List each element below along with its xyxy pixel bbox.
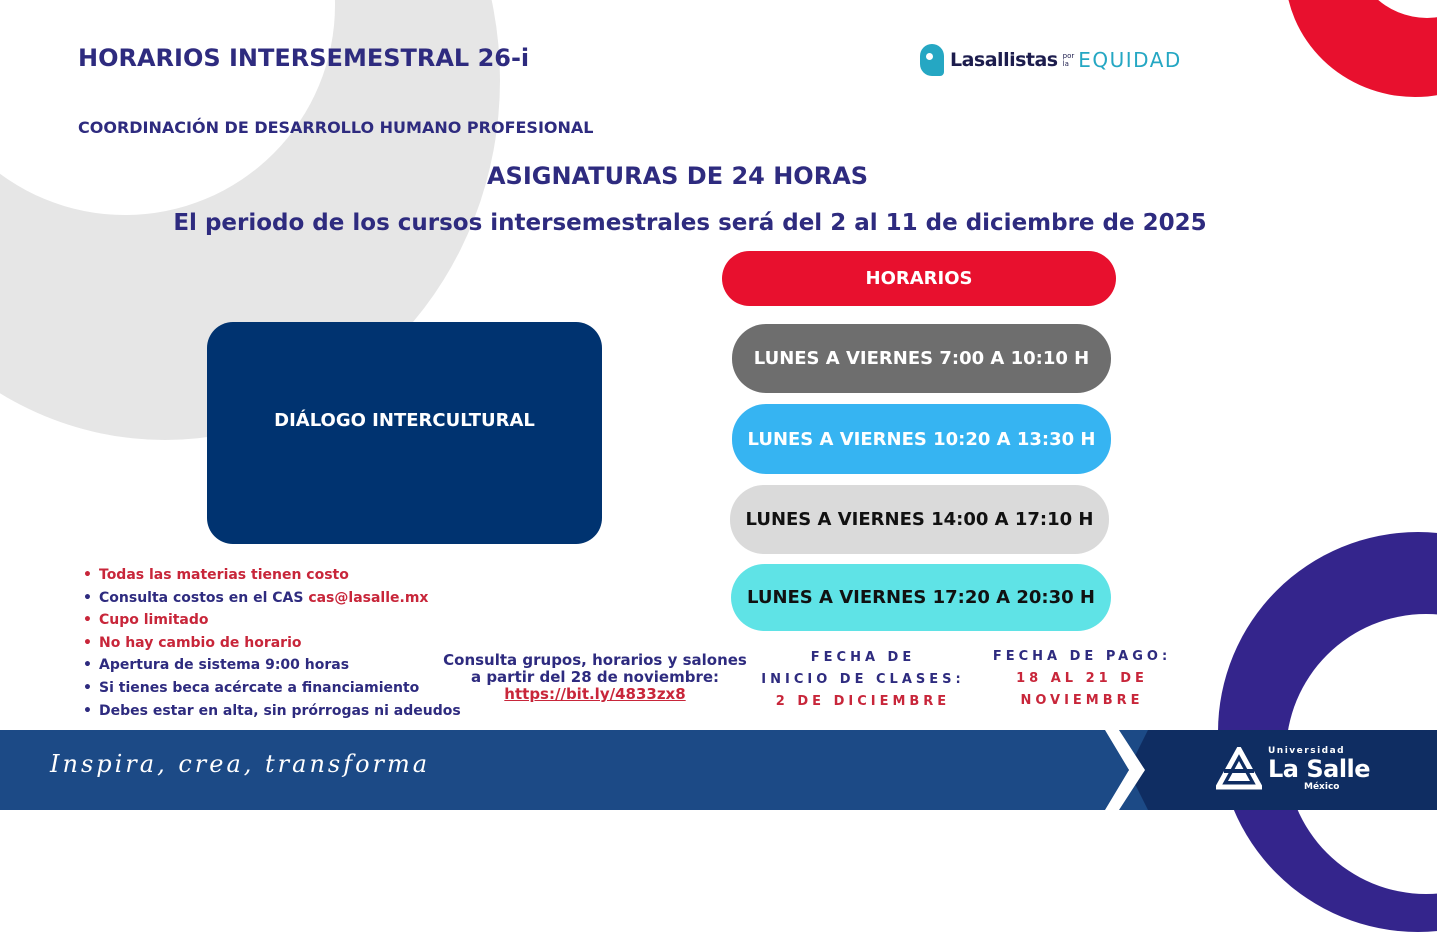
ulsa-top-text: Universidad <box>1268 746 1346 756</box>
logo-main-text: Lasallistas <box>950 49 1058 71</box>
consult-line-2: a partir del 28 de noviembre: <box>470 668 720 686</box>
la-salle-logo <box>1216 743 1370 795</box>
pay-date-label: FECHA DE PAGO: <box>992 649 1172 664</box>
consult-info <box>430 652 760 703</box>
list-item: • Todas las materias tienen costo <box>99 564 461 587</box>
logo-head-icon <box>920 44 944 76</box>
start-date-value: 2 DE DICIEMBRE <box>775 694 951 709</box>
la-salle-star-icon <box>1216 747 1262 791</box>
logo-small-text <box>1063 52 1075 68</box>
logo-small-top: por <box>1062 52 1075 60</box>
section-heading: ASIGNATURAS DE 24 HORAS <box>486 162 869 190</box>
list-item: • Debes estar en alta, sin prórrogas ni adeudos <box>99 700 461 723</box>
footer-slogan: Inspira, crea, transforma <box>50 750 431 778</box>
list-item <box>99 587 461 610</box>
ulsa-bottom-text: México <box>1304 782 1340 792</box>
logo-equidad-text: EQUIDAD <box>1078 48 1182 72</box>
email-link[interactable]: cas@lasalle.mx <box>308 589 429 606</box>
course-label: DIÁLOGO INTERCULTURAL <box>274 409 535 431</box>
start-date-info <box>745 647 981 713</box>
page-title: HORARIOS INTERSEMESTRAL 26-i <box>78 44 530 72</box>
pay-date-info <box>975 646 1189 712</box>
start-date-label-1: FECHA DE <box>810 650 916 665</box>
lasallistas-equidad-logo <box>920 43 1182 77</box>
list-item: • Si tienes beca acércate a financiamiento <box>99 677 461 700</box>
course-card <box>207 322 602 544</box>
list-item-text: Consulta costos en el CAS <box>99 589 309 606</box>
list-item: • Apertura de sistema 9:00 horas <box>99 654 461 677</box>
ulsa-main-text: La Salle <box>1268 755 1371 783</box>
list-item: • Cupo limitado <box>99 609 461 632</box>
period-text: El periodo de los cursos intersemestrales será del 2 al 11 de diciembre de 2025 <box>173 210 1207 236</box>
la-salle-wordmark <box>1268 746 1370 792</box>
schedule-slot: LUNES A VIERNES 14:00 A 17:10 H <box>730 485 1109 554</box>
pay-date-value-2: NOVIEMBRE <box>1020 693 1144 708</box>
list-item: • No hay cambio de horario <box>99 632 461 655</box>
page-subtitle: COORDINACIÓN DE DESARROLLO HUMANO PROFESIONAL <box>78 118 594 137</box>
schedule-slot: LUNES A VIERNES 10:20 A 13:30 H <box>732 404 1111 474</box>
groups-link[interactable]: https://bit.ly/4833zx8 <box>504 685 686 703</box>
schedule-slot: LUNES A VIERNES 7:00 A 10:10 H <box>732 324 1111 393</box>
schedule-slot: LUNES A VIERNES 17:20 A 20:30 H <box>731 564 1111 631</box>
consult-line-1: Consulta grupos, horarios y salones <box>443 651 747 669</box>
schedule-header: HORARIOS <box>722 251 1116 306</box>
notes-list <box>83 564 461 722</box>
pay-date-value-1: 18 AL 21 DE <box>1016 671 1148 686</box>
start-date-label-2: INICIO DE CLASES: <box>761 672 965 687</box>
logo-small-bottom: la <box>1062 60 1069 68</box>
